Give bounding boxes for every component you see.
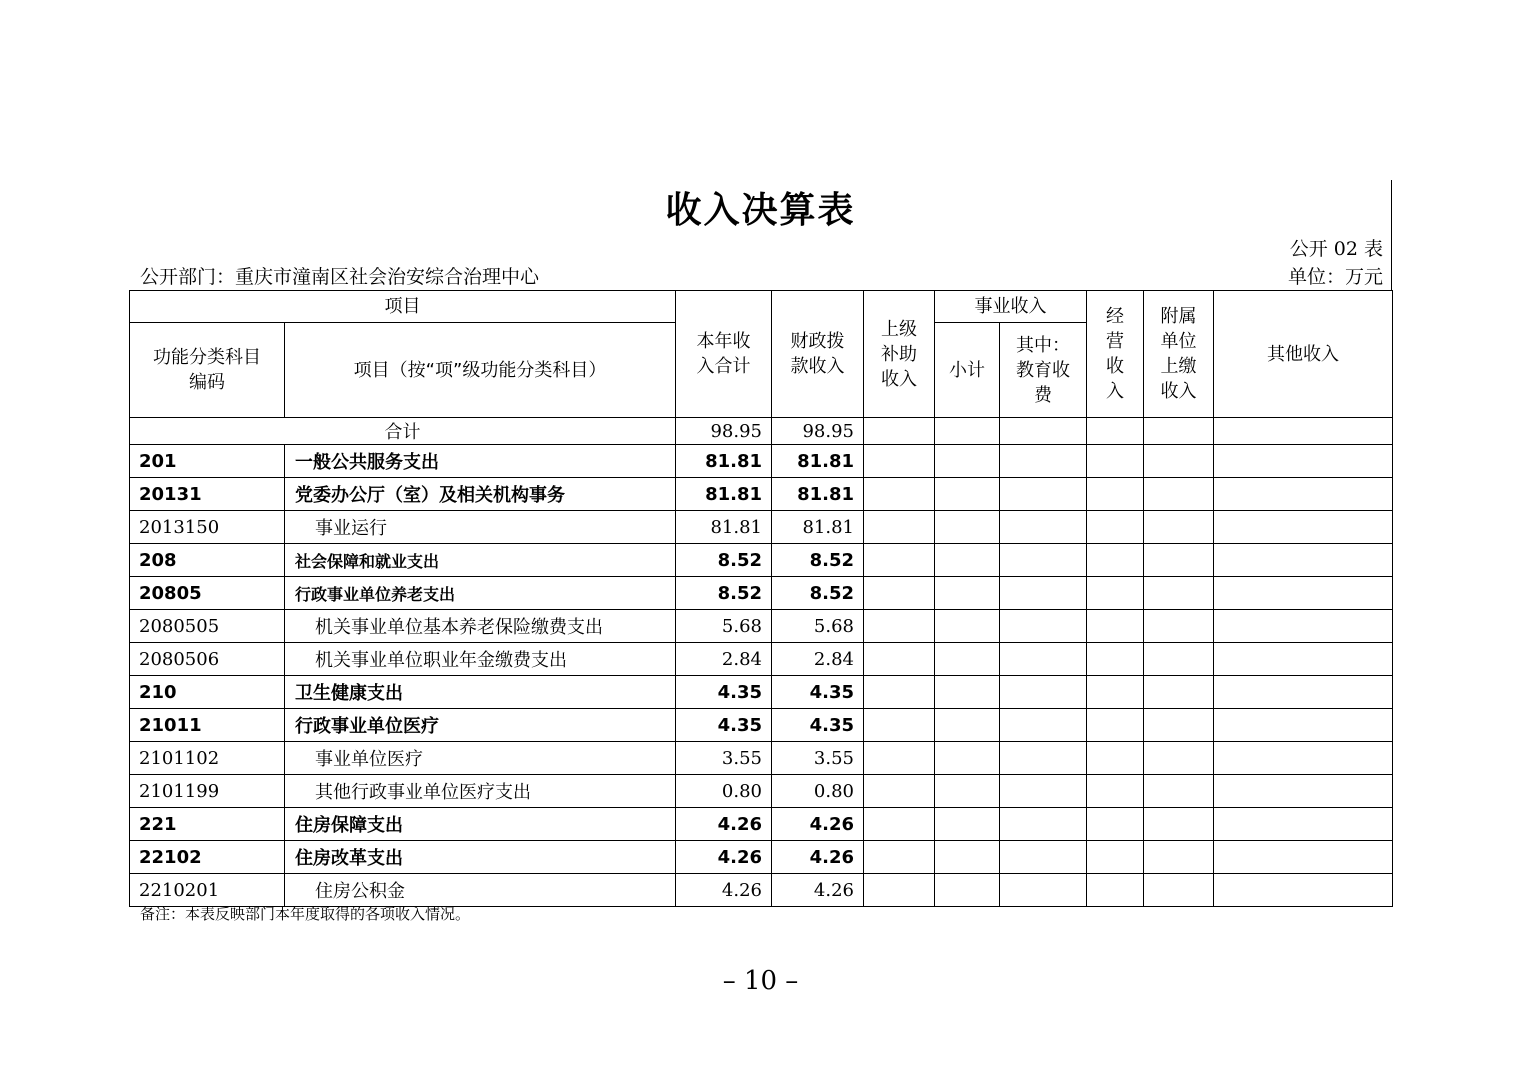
total-label: 合计 <box>130 418 676 445</box>
empty-cell <box>864 544 935 577</box>
empty-cell <box>1214 610 1393 643</box>
empty-cell <box>935 577 1000 610</box>
empty-cell <box>1144 544 1214 577</box>
table-row <box>130 775 1393 808</box>
table-row <box>130 445 1393 478</box>
empty-cell <box>1144 445 1214 478</box>
form-number: 公开 02 表 <box>1289 238 1383 260</box>
empty-cell <box>1087 445 1144 478</box>
empty-cell <box>935 841 1000 874</box>
income-table <box>129 290 1393 907</box>
header-education: 其中：教育收费 <box>1000 323 1087 418</box>
empty-cell <box>1144 874 1214 907</box>
empty-cell <box>1000 643 1087 676</box>
table-row <box>130 709 1393 742</box>
empty-cell <box>1144 742 1214 775</box>
header-subtotal: 小计 <box>935 323 1000 418</box>
row-fiscal: 5.68 <box>772 610 864 643</box>
row-total-income: 3.55 <box>676 742 772 775</box>
unit-label: 单位：万元 <box>1287 266 1383 288</box>
row-name: 住房公积金 <box>285 874 676 907</box>
header-affiliated: 附属单位上缴收入 <box>1144 291 1214 418</box>
empty-cell <box>1144 577 1214 610</box>
row-name: 党委办公厅（室）及相关机构事务 <box>285 478 676 511</box>
row-total-income: 8.52 <box>676 544 772 577</box>
empty-cell <box>1144 775 1214 808</box>
row-code: 22102 <box>130 841 285 874</box>
empty-cell <box>1214 676 1393 709</box>
row-name: 行政事业单位医疗 <box>285 709 676 742</box>
row-code: 210 <box>130 676 285 709</box>
empty-cell <box>1144 511 1214 544</box>
header-business: 事业收入 <box>935 291 1087 323</box>
row-name: 事业单位医疗 <box>285 742 676 775</box>
empty-cell <box>864 808 935 841</box>
empty-cell <box>1214 775 1393 808</box>
empty-cell <box>1144 676 1214 709</box>
page-number: – 10 – <box>722 966 799 996</box>
empty-cell <box>935 676 1000 709</box>
empty-cell <box>1000 610 1087 643</box>
empty-cell <box>1087 775 1144 808</box>
empty-cell <box>1000 676 1087 709</box>
header-name: 项目（按“项”级功能分类科目） <box>285 323 676 418</box>
row-name: 住房保障支出 <box>285 808 676 841</box>
row-fiscal: 4.26 <box>772 874 864 907</box>
empty-cell <box>864 676 935 709</box>
table-row <box>130 577 1393 610</box>
row-code: 21011 <box>130 709 285 742</box>
row-fiscal: 81.81 <box>772 511 864 544</box>
header-code: 功能分类科目编码 <box>130 323 285 418</box>
empty-cell <box>1087 511 1144 544</box>
empty-cell <box>1000 418 1087 445</box>
empty-cell <box>1000 742 1087 775</box>
empty-cell <box>1000 544 1087 577</box>
empty-cell <box>864 775 935 808</box>
row-total-income: 4.26 <box>676 874 772 907</box>
empty-cell <box>1144 841 1214 874</box>
table-row <box>130 511 1393 544</box>
header-total-income: 本年收入合计 <box>676 291 772 418</box>
row-code: 208 <box>130 544 285 577</box>
row-total-income: 4.35 <box>676 709 772 742</box>
row-total-income: 0.80 <box>676 775 772 808</box>
row-name: 一般公共服务支出 <box>285 445 676 478</box>
row-fiscal: 0.80 <box>772 775 864 808</box>
row-name: 事业运行 <box>285 511 676 544</box>
row-code: 20805 <box>130 577 285 610</box>
empty-cell <box>1214 874 1393 907</box>
empty-cell <box>1144 808 1214 841</box>
empty-cell <box>864 742 935 775</box>
row-total-income: 81.81 <box>676 478 772 511</box>
header-superior: 上级补助收入 <box>864 291 935 418</box>
empty-cell <box>1087 808 1144 841</box>
empty-cell <box>1144 709 1214 742</box>
empty-cell <box>1087 709 1144 742</box>
empty-cell <box>1087 841 1144 874</box>
empty-cell <box>935 418 1000 445</box>
row-code: 2080505 <box>130 610 285 643</box>
empty-cell <box>935 709 1000 742</box>
empty-cell <box>864 709 935 742</box>
row-fiscal: 4.26 <box>772 841 864 874</box>
empty-cell <box>1087 478 1144 511</box>
row-name: 卫生健康支出 <box>285 676 676 709</box>
row-total-income: 4.26 <box>676 841 772 874</box>
total-income-value: 98.95 <box>676 418 772 445</box>
row-name: 机关事业单位基本养老保险缴费支出 <box>285 610 676 643</box>
empty-cell <box>1214 709 1393 742</box>
empty-cell <box>1087 577 1144 610</box>
row-total-income: 2.84 <box>676 643 772 676</box>
empty-cell <box>1000 841 1087 874</box>
empty-cell <box>935 775 1000 808</box>
empty-cell <box>864 610 935 643</box>
row-name: 社会保障和就业支出 <box>285 544 676 577</box>
row-code: 2013150 <box>130 511 285 544</box>
row-code: 2101199 <box>130 775 285 808</box>
empty-cell <box>935 808 1000 841</box>
empty-cell <box>935 445 1000 478</box>
total-fiscal-value: 98.95 <box>772 418 864 445</box>
row-total-income: 81.81 <box>676 445 772 478</box>
row-fiscal: 3.55 <box>772 742 864 775</box>
empty-cell <box>935 643 1000 676</box>
empty-cell <box>864 445 935 478</box>
table-row <box>130 544 1393 577</box>
empty-cell <box>935 544 1000 577</box>
empty-cell <box>864 643 935 676</box>
empty-cell <box>1214 544 1393 577</box>
row-code: 201 <box>130 445 285 478</box>
empty-cell <box>1214 478 1393 511</box>
table-row <box>130 808 1393 841</box>
empty-cell <box>1087 874 1144 907</box>
row-name: 机关事业单位职业年金缴费支出 <box>285 643 676 676</box>
empty-cell <box>864 478 935 511</box>
row-total-income: 8.52 <box>676 577 772 610</box>
row-fiscal: 81.81 <box>772 445 864 478</box>
row-name: 行政事业单位养老支出 <box>285 577 676 610</box>
empty-cell <box>1087 610 1144 643</box>
empty-cell <box>864 874 935 907</box>
footnote: 备注：本表反映部门本年度取得的各项收入情况。 <box>140 905 471 923</box>
row-fiscal: 4.35 <box>772 709 864 742</box>
empty-cell <box>1000 808 1087 841</box>
table-row <box>130 742 1393 775</box>
empty-cell <box>1144 610 1214 643</box>
empty-cell <box>1087 643 1144 676</box>
empty-cell <box>1144 643 1214 676</box>
row-code: 221 <box>130 808 285 841</box>
header-operating: 经营收入 <box>1087 291 1144 418</box>
row-code: 20131 <box>130 478 285 511</box>
header-other: 其他收入 <box>1214 291 1393 418</box>
header-fiscal: 财政拨款收入 <box>772 291 864 418</box>
total-row <box>130 418 1393 445</box>
empty-cell <box>1000 577 1087 610</box>
table-row <box>130 610 1393 643</box>
empty-cell <box>1000 709 1087 742</box>
table-row <box>130 874 1393 907</box>
table-row <box>130 676 1393 709</box>
empty-cell <box>864 841 935 874</box>
row-total-income: 4.26 <box>676 808 772 841</box>
row-fiscal: 2.84 <box>772 643 864 676</box>
row-total-income: 81.81 <box>676 511 772 544</box>
empty-cell <box>1214 445 1393 478</box>
department-label: 公开部门：重庆市潼南区社会治安综合治理中心 <box>140 266 540 288</box>
empty-cell <box>864 511 935 544</box>
empty-cell <box>1144 478 1214 511</box>
empty-cell <box>1214 742 1393 775</box>
empty-cell <box>935 478 1000 511</box>
empty-cell <box>1214 511 1393 544</box>
empty-cell <box>1000 874 1087 907</box>
empty-cell <box>1087 676 1144 709</box>
empty-cell <box>1000 445 1087 478</box>
table-row <box>130 841 1393 874</box>
empty-cell <box>1214 841 1393 874</box>
row-name: 住房改革支出 <box>285 841 676 874</box>
row-total-income: 4.35 <box>676 676 772 709</box>
empty-cell <box>1087 418 1144 445</box>
row-fiscal: 8.52 <box>772 577 864 610</box>
empty-cell <box>1214 808 1393 841</box>
empty-cell <box>1000 775 1087 808</box>
empty-cell <box>1087 742 1144 775</box>
empty-cell <box>1000 511 1087 544</box>
empty-cell <box>1214 418 1393 445</box>
table-row <box>130 478 1393 511</box>
empty-cell <box>935 610 1000 643</box>
row-code: 2080506 <box>130 643 285 676</box>
row-code: 2101102 <box>130 742 285 775</box>
header-item: 项目 <box>130 291 676 323</box>
row-code: 2210201 <box>130 874 285 907</box>
empty-cell <box>1144 418 1214 445</box>
empty-cell <box>935 742 1000 775</box>
empty-cell <box>1000 478 1087 511</box>
empty-cell <box>935 511 1000 544</box>
row-fiscal: 4.26 <box>772 808 864 841</box>
empty-cell <box>1214 577 1393 610</box>
empty-cell <box>1087 544 1144 577</box>
page-title: 收入决算表 <box>665 190 856 231</box>
row-fiscal: 81.81 <box>772 478 864 511</box>
table-row <box>130 643 1393 676</box>
empty-cell <box>1214 643 1393 676</box>
row-fiscal: 4.35 <box>772 676 864 709</box>
row-fiscal: 8.52 <box>772 544 864 577</box>
row-name: 其他行政事业单位医疗支出 <box>285 775 676 808</box>
empty-cell <box>864 418 935 445</box>
empty-cell <box>864 577 935 610</box>
row-total-income: 5.68 <box>676 610 772 643</box>
empty-cell <box>935 874 1000 907</box>
